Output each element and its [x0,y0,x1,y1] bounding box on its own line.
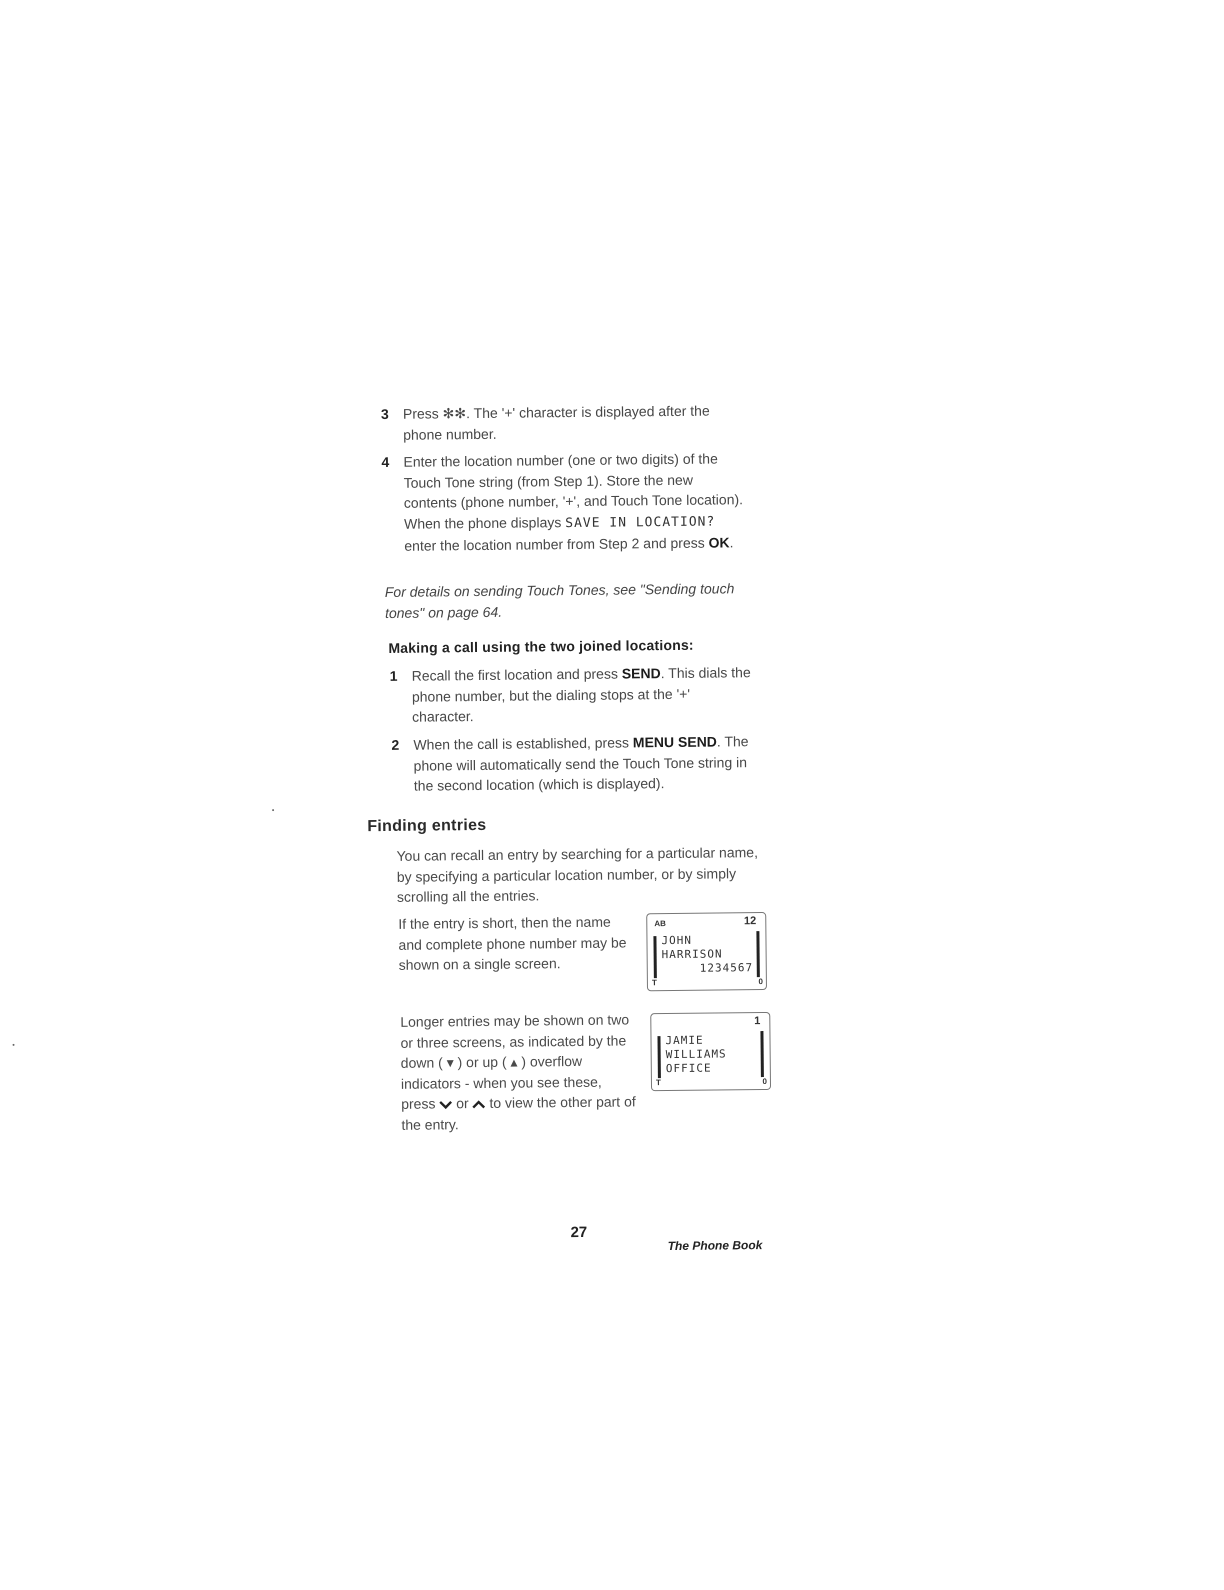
scan-speck [272,809,274,811]
menu-send-key: MENU SEND [632,733,717,751]
step-number: 3 [380,405,389,423]
phone-display-short-entry [646,912,767,991]
zero-indicator: 0 [762,1077,768,1087]
step-text: Press ✻✻. The '+' character is displayed after the phone number. [402,402,710,443]
location-indicator: 12 [743,915,757,928]
t-indicator: T [651,978,657,988]
left-bracket-bar [653,936,656,978]
right-bracket-bar [756,931,759,977]
step-text: Recall the first location and press SEND. This dials the phone number, but the dialing stops at the '+' character. [411,664,751,725]
section-title: Finding entries [367,816,487,836]
step-number: 1 [389,667,398,684]
cross-reference-note: For details on sending Touch Tones, see "Sending touch tones" on page 64. [384,580,735,621]
step-text: Enter the location number (one or two digits) of the Touch Tone string (from Step 1). Store the new contents (phone number, '+', and Touch Tone location). When the phone displays SAVE IN LOCATION? enter the location number from Step 2 and press OK. [403,450,744,554]
location-indicator: 1 [754,1015,761,1028]
display-text: SAVE IN LOCATION? [565,514,716,531]
display-line-3: OFFICE [665,1061,712,1076]
step-text: When the call is established, press MENU SEND. The phone will automatically send the Touch Tone string in the second location (which is displayed). [413,733,749,794]
phone-display-long-entry [650,1012,771,1091]
display-line-2: HARRISON [661,947,723,962]
subheading: Making a call using the two joined locations: [388,636,694,656]
chapter-title: The Phone Book [667,1238,763,1254]
scan-speck [13,1044,15,1046]
display-line-3: 1234567 [699,961,754,975]
display-line-1: JOHN [661,933,693,948]
chevron-up-icon [472,1095,485,1111]
long-entry-paragraph: Longer entries may be shown on two or three screens, as indicated by the down ( ▾ ) or up ( ▴ ) overflow indicators - when you see these, press or to view the other part of the entry. [400,1011,636,1133]
chevron-down-icon [439,1095,452,1111]
left-bracket-bar [657,1036,660,1078]
ok-key: OK [708,534,730,551]
right-bracket-bar [760,1031,763,1077]
short-entry-paragraph: If the entry is short, then the name and complete phone number may be shown on a single screen. [398,913,627,973]
ab-indicator: AB [654,919,666,929]
intro-paragraph: You can recall an entry by searching for a particular name, by specifying a particular location number, or by simply scrolling all the entries. [396,844,758,905]
t-indicator: T [655,1078,661,1088]
step-number: 2 [391,736,400,753]
send-key: SEND [621,665,661,682]
page-number: 27 [570,1223,588,1242]
display-line-1: JAMIE [665,1033,704,1048]
step-number: 4 [381,453,390,471]
star-key: ✻✻ [442,405,467,422]
zero-indicator: 0 [758,977,763,987]
display-line-2: WILLIAMS [665,1047,727,1062]
